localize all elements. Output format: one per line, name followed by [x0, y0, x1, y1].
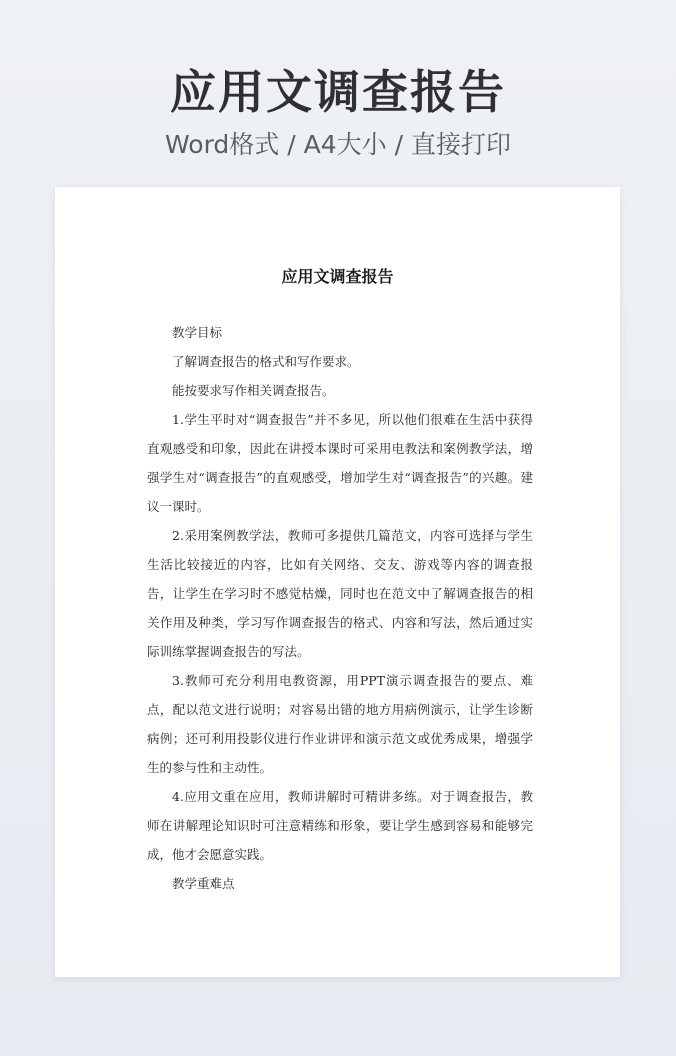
paragraph-next-heading: 教学重难点 — [172, 876, 235, 891]
paragraph-item-3: 3.教师可充分利用电教资源，用PPT演示调查报告的要点、难点，配以范文进行说明；对容易出错的地方用病例演示，让学生诊断病例；还可利用投影仪进行作业讲评和演示范文或优秀成果，增强学生的参与性和主动性。 — [147, 673, 533, 775]
paragraph-section-heading: 教学目标 — [172, 325, 223, 340]
paragraph-item-4: 4.应用文重在应用，教师讲解时可精讲多练。对于调查报告，教师在讲解理论知识时可注意精练和形象，要让学生感到容易和能够完成，他才会愿意实践。 — [147, 789, 533, 862]
document-page — [55, 187, 620, 977]
document-body — [147, 318, 533, 898]
paragraph-goal-2: 能按要求写作相关调查报告。 — [172, 383, 335, 398]
document-title: 应用文调查报告 — [281, 267, 394, 286]
banner-subtitle: Word格式 / A4大小 / 直接打印 — [165, 130, 511, 159]
paragraph-item-1: 1.学生平时对“调查报告”并不多见，所以他们很难在生活中获得直观感受和印象，因此在讲授本课时可采用电教法和案例教学法，增强学生对“调查报告”的直观感受，增加学生对“调查报告”的兴趣。建议一课时。 — [147, 412, 533, 514]
paragraph-item-2: 2.采用案例教学法，教师可多提供几篇范文，内容可选择与学生生活比较接近的内容，比如有关网络、交友、游戏等内容的调查报告，让学生在学习时不感觉枯燥，同时也在范文中了解调查报告的相关作用及种类，学习写作调查报告的格式、内容和写法，然后通过实际训练掌握调查报告的写法。 — [147, 528, 533, 659]
paragraph-goal-1: 了解调查报告的格式和写作要求。 — [172, 354, 360, 369]
header-banner — [0, 60, 676, 162]
banner-title: 应用文调查报告 — [170, 65, 506, 119]
